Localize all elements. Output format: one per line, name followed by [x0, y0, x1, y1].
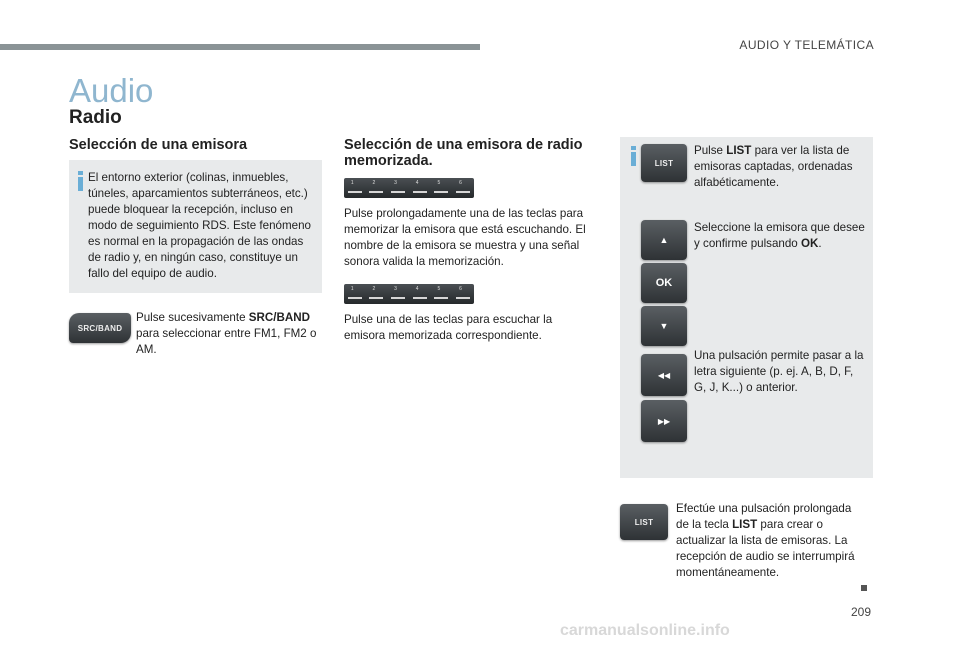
header-bar — [0, 44, 480, 50]
up-button[interactable] — [641, 220, 687, 260]
preset-key-4[interactable]: 4 — [413, 288, 427, 300]
fast-forward-icon: ▶▶ — [657, 416, 671, 426]
info-text: El entorno exterior (colinas, inmuebles, túneles, aparcamientos subterráneos, etc.) puede bloquear la recepción, incluso en modo de seguimiento RDS. Este fenómeno es normal en la propagación de las ondas de radio y, en ningún caso, constituye un fallo del equipo de audio. — [88, 171, 311, 280]
src-band-button[interactable] — [69, 313, 131, 343]
src-band-text: Pulse sucesivamente SRC/BAND para seleccionar entre FM1, FM2 o AM. — [136, 311, 317, 356]
memorize-text: Pulse prolongadamente una de las teclas para memorizar la emisora que está escuchando. El nombre de la emisora se muestra y una señal sonora valida la memorización. — [344, 207, 586, 268]
preset-key-2[interactable]: 2 — [369, 182, 383, 194]
list-button-long[interactable] — [620, 504, 668, 540]
preset-key-5[interactable]: 5 — [434, 288, 448, 300]
listen-text: Pulse una de las teclas para escuchar la emisora memorizada correspondiente. — [344, 313, 553, 342]
heading-station-selection: Selección de una emisora — [69, 137, 248, 153]
info-icon — [631, 152, 636, 166]
src-band-label: SRC/BAND — [77, 323, 123, 333]
list-label: LIST — [654, 158, 674, 168]
heading-memorized-station: Selección de una emisora de radio memorizada. — [344, 137, 583, 169]
select-text: Seleccione la emisora que desee y confirme pulsando OK. — [694, 221, 865, 250]
next-button[interactable] — [641, 400, 687, 442]
preset-key-1[interactable]: 1 — [348, 182, 362, 194]
page-title: Audio — [69, 72, 154, 109]
preset-key-6[interactable]: 6 — [456, 182, 470, 194]
info-icon — [78, 177, 83, 191]
previous-button[interactable] — [641, 354, 687, 396]
preset-key-5[interactable]: 5 — [434, 182, 448, 194]
preset-buttons-strip-2[interactable] — [344, 284, 474, 304]
preset-key-3[interactable]: 3 — [391, 182, 405, 194]
long-press-text: Efectúe una pulsación prolongada de la tecla LIST para crear o actualizar la lista de emisoras. La recepción de audio se interrumpirá momentáneamente. — [676, 502, 855, 579]
down-button[interactable] — [641, 306, 687, 346]
list-button[interactable] — [641, 144, 687, 182]
rewind-icon: ◀◀ — [657, 370, 671, 380]
page-number: 209 — [850, 605, 871, 619]
arrow-up-icon: ▲ — [659, 235, 669, 245]
preset-key-3[interactable]: 3 — [391, 288, 405, 300]
preset-key-2[interactable]: 2 — [369, 288, 383, 300]
arrow-down-icon: ▼ — [659, 321, 669, 331]
preset-buttons-strip[interactable] — [344, 178, 474, 198]
preset-key-4[interactable]: 4 — [413, 182, 427, 194]
list-label: LIST — [634, 517, 654, 527]
ok-button[interactable] — [641, 263, 687, 303]
ok-label: OK — [655, 277, 673, 289]
watermark-text: carmanualsonline.info — [560, 622, 730, 639]
continue-marker — [861, 585, 867, 591]
page-subtitle: Radio — [69, 107, 122, 128]
list-text: Pulse LIST para ver la lista de emisoras captadas, ordenadas alfabéticamente. — [694, 144, 853, 189]
preset-key-6[interactable]: 6 — [456, 288, 470, 300]
preset-key-1[interactable]: 1 — [348, 288, 362, 300]
letter-text: Una pulsación permite pasar a la letra siguiente (p. ej. A, B, D, F, G, J, K...) o anterior. — [694, 349, 864, 394]
section-title: AUDIO Y TELEMÁTICA — [739, 38, 874, 52]
